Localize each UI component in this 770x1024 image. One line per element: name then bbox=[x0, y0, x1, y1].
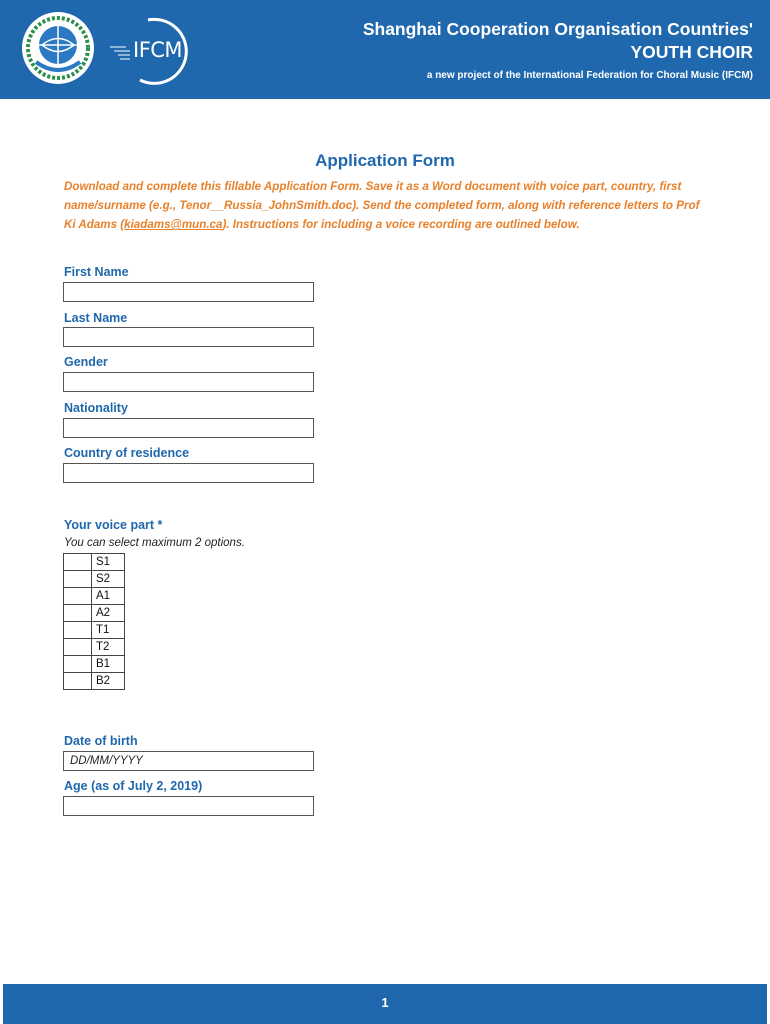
first-name-field[interactable] bbox=[63, 282, 314, 302]
voice-part-table bbox=[63, 553, 125, 690]
voice-option-row bbox=[64, 554, 125, 571]
nationality-label: Nationality bbox=[64, 401, 128, 415]
header-title-line2: YOUTH CHOIR bbox=[630, 42, 753, 62]
form-title: Application Form bbox=[315, 151, 455, 170]
voice-option-row bbox=[64, 656, 125, 673]
country-label: Country of residence bbox=[64, 446, 190, 460]
voice-option-checkbox[interactable] bbox=[64, 554, 92, 571]
intro-text bbox=[64, 177, 704, 234]
voice-option-checkbox[interactable] bbox=[64, 588, 92, 605]
sco-logo bbox=[22, 12, 94, 84]
voice-option-label: B2 bbox=[92, 673, 125, 690]
voice-option-row bbox=[64, 571, 125, 588]
header-subtitle: a new project of the International Federation for Choral Music (IFCM) bbox=[426, 70, 753, 81]
voice-option-row bbox=[64, 588, 125, 605]
last-name-field[interactable] bbox=[63, 327, 314, 347]
intro-text-part1: Download and complete this fillable Application Form. Save it as a Word document with voice part, country, first name/surname (e.g., Tenor__Russia_JohnSmith.doc). Send the completed form, along with reference letters to Prof Ki Adams ( bbox=[64, 180, 700, 231]
voice-option-checkbox[interactable] bbox=[64, 639, 92, 656]
header-title-line1: Shanghai Cooperation Organisation Countries' bbox=[362, 19, 753, 39]
page-footer bbox=[3, 984, 767, 1024]
voice-option-label: S1 bbox=[92, 554, 125, 571]
voice-part-label: Your voice part * bbox=[64, 518, 163, 532]
voice-part-hint: You can select maximum 2 options. bbox=[64, 537, 245, 549]
voice-option-checkbox[interactable] bbox=[64, 605, 92, 622]
gender-label: Gender bbox=[64, 355, 108, 369]
voice-option-label: B1 bbox=[92, 656, 125, 673]
gender-field[interactable] bbox=[63, 372, 314, 392]
country-field[interactable] bbox=[63, 463, 314, 483]
age-field[interactable] bbox=[63, 796, 314, 816]
voice-option-label: A2 bbox=[92, 605, 125, 622]
voice-option-checkbox[interactable] bbox=[64, 622, 92, 639]
dob-field[interactable]: DD/MM/YYYY bbox=[63, 751, 314, 771]
voice-option-checkbox[interactable] bbox=[64, 673, 92, 690]
voice-option-row bbox=[64, 673, 125, 690]
first-name-label: First Name bbox=[64, 265, 129, 279]
nationality-field[interactable] bbox=[63, 418, 314, 438]
voice-option-label: T2 bbox=[92, 639, 125, 656]
dob-label: Date of birth bbox=[64, 734, 138, 748]
email-link[interactable]: kiadams@mun.ca bbox=[124, 218, 223, 231]
voice-option-row bbox=[64, 605, 125, 622]
ifcm-logo-text: IFCM bbox=[133, 38, 183, 62]
voice-option-checkbox[interactable] bbox=[64, 656, 92, 673]
voice-option-label: T1 bbox=[92, 622, 125, 639]
voice-option-label: A1 bbox=[92, 588, 125, 605]
voice-option-label: S2 bbox=[92, 571, 125, 588]
intro-text-part2: ). Instructions for including a voice recording are outlined below. bbox=[222, 218, 580, 231]
last-name-label: Last Name bbox=[64, 311, 128, 325]
voice-option-row bbox=[64, 639, 125, 656]
voice-option-checkbox[interactable] bbox=[64, 571, 92, 588]
age-label: Age (as of July 2, 2019) bbox=[64, 779, 203, 793]
voice-option-row bbox=[64, 622, 125, 639]
page-number: 1 bbox=[381, 995, 389, 1010]
ifcm-logo bbox=[108, 14, 208, 86]
page-header bbox=[0, 0, 770, 99]
